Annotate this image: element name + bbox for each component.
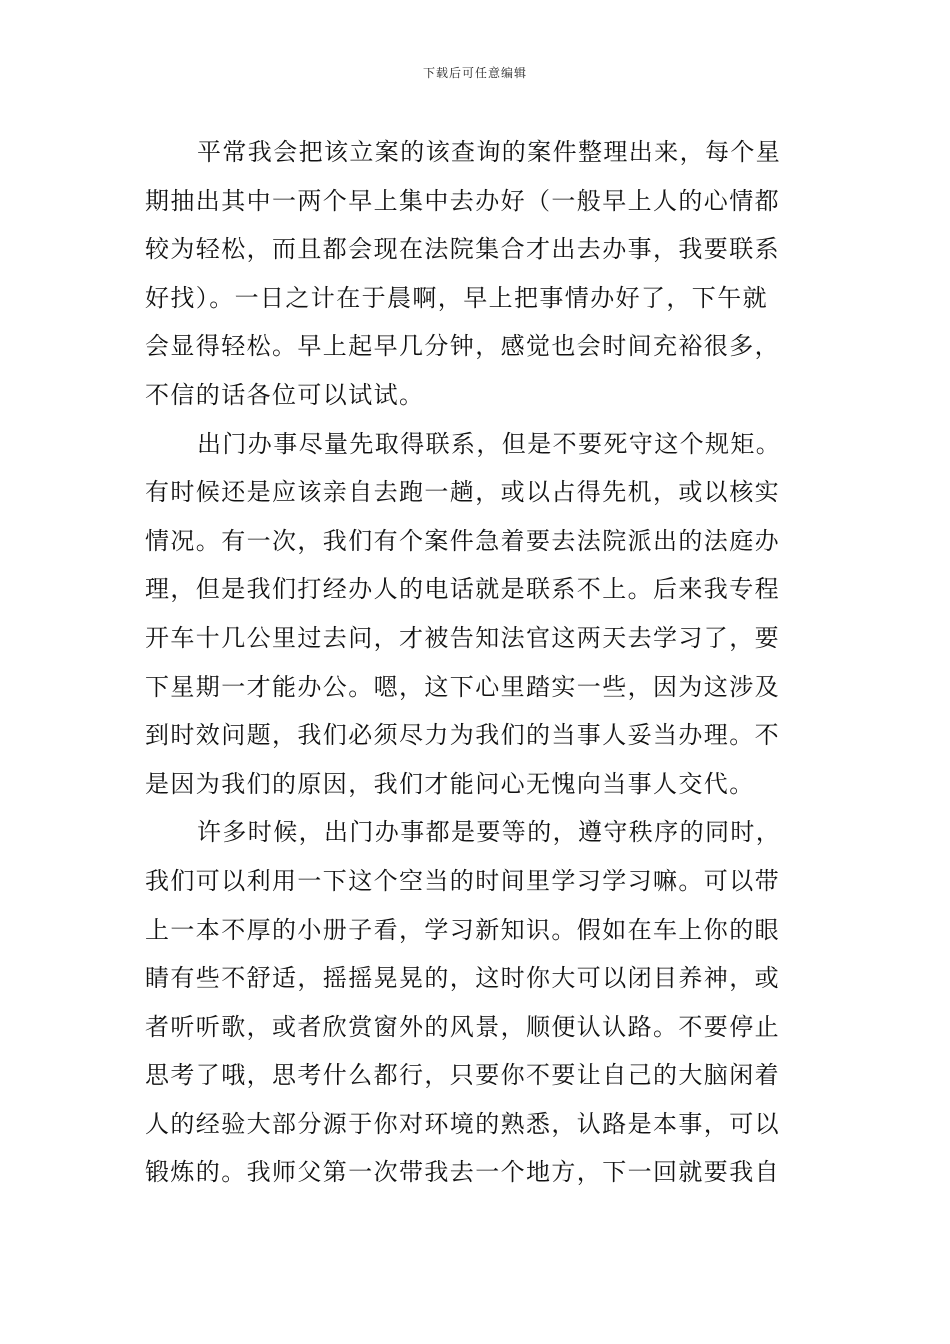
paragraph-2-line-3: 情况。有一次，我们有个案件急着要去法院派出的法庭办 [145,526,780,555]
paragraph-1-line-1: 平常我会把该立案的该查询的案件整理出来，每个星 [197,138,782,166]
document-body [145,128,810,1197]
paragraph-3-line-8: 锻炼的。我师父第一次带我去一个地方，下一回就要我自 [145,1158,780,1187]
paragraph-1-line-2: 期抽出其中一两个早上集中去办好（一般早上人的心情都 [145,186,780,215]
paragraph-2-line-5: 开车十几公里过去问，才被告知法官这两天去学习了，要 [145,623,780,652]
paragraph-2-line-1: 出门办事尽量先取得联系，但是不要死守这个规矩。 [197,429,782,458]
paragraph-3-line-2: 我们可以利用一下这个空当的时间里学习学习嘛。可以带 [145,866,780,895]
page-header: 下载后可任意编辑 [422,66,527,80]
paragraph-2-line-6: 下星期一才能办公。嗯，这下心里踏实一些，因为这涉及 [145,672,780,701]
paragraph-3-line-6: 思考了哦，思考什么都行，只要你不要让自己的大脑闲着 [145,1061,780,1090]
paragraph-2-line-8: 是因为我们的原因，我们才能问心无愧向当事人交代。 [145,769,755,798]
paragraph-1-line-5: 会显得轻松。早上起早几分钟，感觉也会时间充裕很多， [145,332,780,361]
paragraph-3-line-7: 人的经验大部分源于你对环境的熟悉，认路是本事，可以 [145,1109,780,1138]
paragraph-3-line-1: 许多时候，出门办事都是要等的，遵守秩序的同时， [197,818,782,847]
paragraph-1-line-4: 好找）。一日之计在于晨啊，早上把事情办好了，下午就 [145,283,768,312]
paragraph-2-line-4: 理，但是我们打经办人的电话就是联系不上。后来我专程 [145,575,780,604]
paragraph-2-line-2: 有时候还是应该亲自去跑一趟，或以占得先机，或以核实 [145,478,780,507]
paragraph-1-line-6: 不信的话各位可以试试。 [145,380,425,409]
paragraph-3-line-5: 者听听歌，或者欣赏窗外的风景，顺便认认路。不要停止 [145,1012,780,1041]
paragraph-3-line-4: 睛有些不舒适，摇摇晃晃的，这时你大可以闭目养神，或 [145,964,780,993]
paragraph-3-line-3: 上一本不厚的小册子看，学习新知识。假如在车上你的眼 [145,915,780,944]
paragraph-1-line-3: 较为轻松，而且都会现在法院集合才出去办事，我要联系 [145,235,780,264]
paragraph-2-line-7: 到时效问题，我们必须尽力为我们的当事人妥当办理。不 [145,721,780,750]
